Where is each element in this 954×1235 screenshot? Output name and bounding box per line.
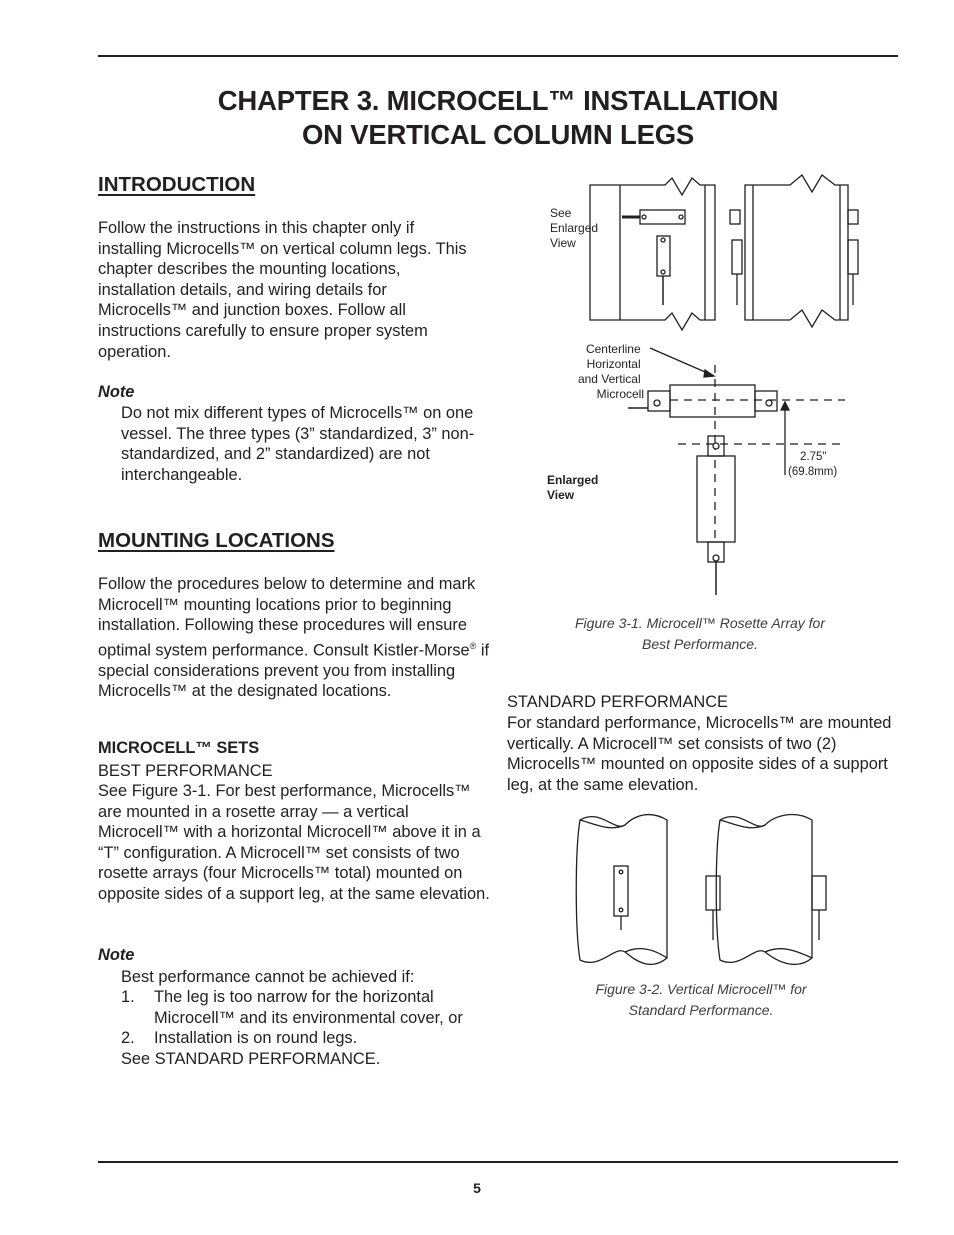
mounting-locations-body [98,574,493,702]
chapter-title [98,84,898,152]
figure-3-2-diagram [570,810,840,975]
chapter-title-line2: ON VERTICAL COLUMN LEGS [301,119,695,150]
list-number: 2. [121,1029,135,1047]
figure-3-2-caption-line1: Figure 3-2. Vertical Microcell™ for [595,981,807,997]
sets-note-item-2 [121,1028,493,1049]
sets-note-intro: Best performance cannot be achieved if: [121,968,415,986]
sets-note-footer: See STANDARD PERFORMANCE. [121,1050,381,1068]
figure-3-1-caption [540,613,860,654]
best-performance-label: BEST PERFORMANCE [98,762,273,780]
standard-performance-label: STANDARD PERFORMANCE [507,693,728,711]
intro-note-heading: Note [98,383,135,401]
mounting-body-part1: Follow the procedures below to determine and mark Microcell™ mounting locations prior to beginning installation. Following these procedures will ensure optimal system performance. Consult Kistler-Morse [98,575,476,660]
figure-3-2-caption [560,979,842,1020]
list-text: Installation is on round legs. [154,1029,358,1047]
dimension-label: 2.75" (69.8mm) [788,451,838,478]
page-number: 5 [473,1180,481,1196]
intro-note-body: Do not mix different types of Microcells™ on one vessel. The three types (3” standardized, 3” non-standardized, and 2” standardized) are not interchangeable. [121,404,475,484]
standard-performance-body: For standard performance, Microcells™ are mounted vertically. A Microcell™ set consists of two (2) Microcells™ mounted on opposite sides of a support leg, at the same elevation. [507,714,892,794]
figure-3-1-diagram [540,170,860,600]
sets-note-heading: Note [98,946,135,964]
see-enlarged-label: See Enlarged View [550,206,599,250]
registered-mark: ® [469,640,477,651]
centerline-label: Centerline Horizontal and Vertical Microcell [577,342,644,401]
bottom-rule [98,1161,898,1163]
mounting-locations-heading: MOUNTING LOCATIONS [98,529,335,552]
top-rule [98,55,898,57]
enlarged-view-label: Enlarged View [547,473,599,502]
mounting-body-part2: if special considerations prevent you from installing Microcells™ at the designated locations. [98,641,490,701]
introduction-body: Follow the instructions in this chapter only if installing Microcells™ on vertical column legs. This chapter describes the mounting locations, installation details, and wiring details for Microcells™ and junction boxes. Follow all instructions carefully to ensure proper system operation. [98,219,467,361]
list-text: The leg is too narrow for the horizontal Microcell™ and its environmental cover, or [154,988,463,1027]
introduction-heading: INTRODUCTION [98,173,256,196]
sets-note-item-1 [121,987,493,1029]
microcell-sets-heading: MICROCELL™ SETS [98,739,260,757]
figure-3-1-caption-line1: Figure 3-1. Microcell™ Rosette Array for [575,615,825,631]
best-performance-body: See Figure 3-1. For best performance, Microcells™ are mounted in a rosette array — a vertical Microcell™ with a horizontal Microcell™ above it in a “T” configuration. A Microcell™ set consists of two rosette arrays (four Microcells™ total) mounted on opposite sides of a support leg, at the same elevation. [98,782,490,903]
list-number: 1. [121,988,135,1006]
chapter-title-line1: CHAPTER 3. MICROCELL™ INSTALLATION [217,85,779,116]
figure-3-2-caption-line2: Standard Performance. [628,1001,774,1018]
figure-3-1-caption-line2: Best Performance. [642,635,758,652]
